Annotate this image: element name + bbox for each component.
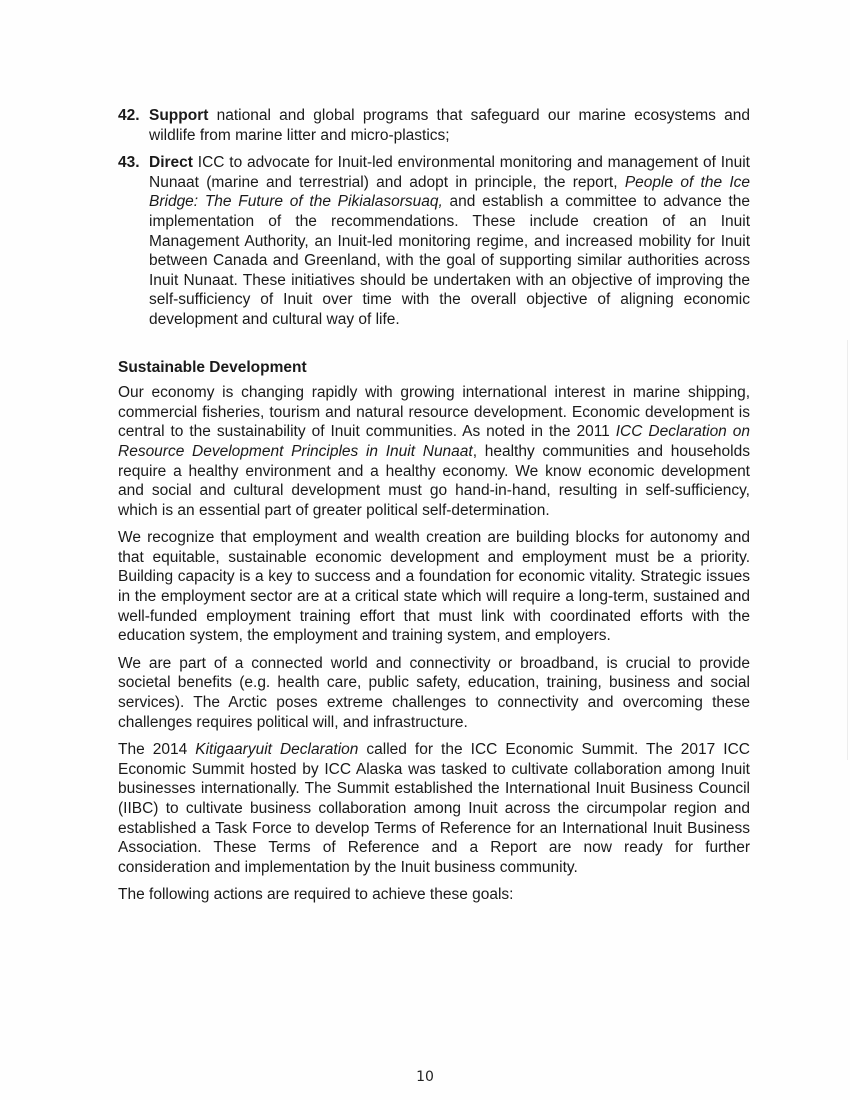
paragraph-text-continued: , healthy communities and households require a healthy environment and a healthy economy. We know economic development and social and cultural development must go hand-in-hand, resulting in self-sufficiency, which is an essential part of greater political self-determination. bbox=[118, 442, 750, 519]
item-text-continued: and establish a committee to advance the implementation of the recommendations. These include creation of an Inuit Management Authority, an Inuit-led monitoring regime, and increased mobility for Inuit between Canada and Greenland, with the goal of supporting similar authorities across Inuit Nunaat. These initiatives should be undertaken with an objective of improving the self-sufficiency of Inuit over time with the overall objective of aligning economic development and cultural way of life. bbox=[149, 193, 751, 328]
paragraph bbox=[118, 740, 750, 877]
paragraph bbox=[118, 885, 750, 905]
page-content bbox=[118, 106, 750, 913]
paragraph-text-continued: called for the ICC Economic Summit. The 2017 ICC Economic Summit hosted by ICC Alaska was tasked to cultivate collaboration among Inuit businesses internationally. The Summit established the International Inuit Business Council (IIBC) to cultivate business collaboration among Inuit across the circumpolar region and established a Task Force to develop Terms of Reference for an International Inuit Business Association. These Terms of Reference and a Report are now ready for further consideration and implementation by the Inuit business community. bbox=[118, 741, 750, 876]
scan-edge-artifact bbox=[847, 340, 848, 760]
item-report-title: People of the Ice Bridge: The Future of the Pikialasorsuaq, bbox=[149, 173, 750, 211]
item-number: 42. bbox=[118, 107, 140, 124]
paragraph-text: We are part of a connected world and connectivity or broadband, is crucial to provide societal benefits (e.g. health care, public safety, education, training, business and social services). The Arctic poses extreme challenges to connectivity and overcoming these challenges requires political will, and infrastructure. bbox=[118, 654, 750, 731]
paragraph-text: We recognize that employment and wealth creation are building blocks for autonomy and that equitable, sustainable economic development and employment must be a priority. Building capacity is a key to success and a foundation for economic vitality. Strategic issues in the employment sector are at a critical state which will require a long-term, sustained and well-funded employment training effort that must link with coordinated efforts with the education system, the employment and training system, and employers. bbox=[118, 529, 750, 645]
declaration-title: ICC Declaration on Resource Development Principles in Inuit Nunaat bbox=[118, 423, 751, 460]
item-verb: Direct bbox=[149, 154, 193, 172]
paragraph bbox=[118, 654, 750, 732]
list-item bbox=[118, 106, 750, 145]
section-heading: Sustainable Development bbox=[118, 358, 307, 376]
item-text: ICC to advocate for Inuit-led environmental monitoring and management of Inuit Nunaat (marine and terrestrial) and adopt in principle, the report, bbox=[149, 154, 750, 191]
list-item bbox=[118, 153, 750, 329]
item-verb: Support bbox=[149, 107, 209, 124]
item-number: 43. bbox=[118, 154, 140, 172]
numbered-resolution-list bbox=[118, 106, 750, 330]
paragraph-text: The 2014 bbox=[118, 741, 196, 759]
paragraph-text: The following actions are required to achieve these goals: bbox=[118, 886, 514, 904]
paragraph bbox=[118, 528, 750, 646]
paragraph bbox=[118, 383, 750, 520]
declaration-title: Kitigaaryuit Declaration bbox=[195, 741, 359, 759]
paragraph-text: Our economy is changing rapidly with growing international interest in marine shipping, commercial fisheries, tourism and natural resource development. Economic development is central to the sustainability of Inuit communities. As noted in the 2011 bbox=[118, 384, 750, 441]
item-text: national and global programs that safeguard our marine ecosystems and wildlife from marine litter and micro-plastics; bbox=[149, 107, 750, 144]
page-number: 10 bbox=[416, 1069, 434, 1085]
